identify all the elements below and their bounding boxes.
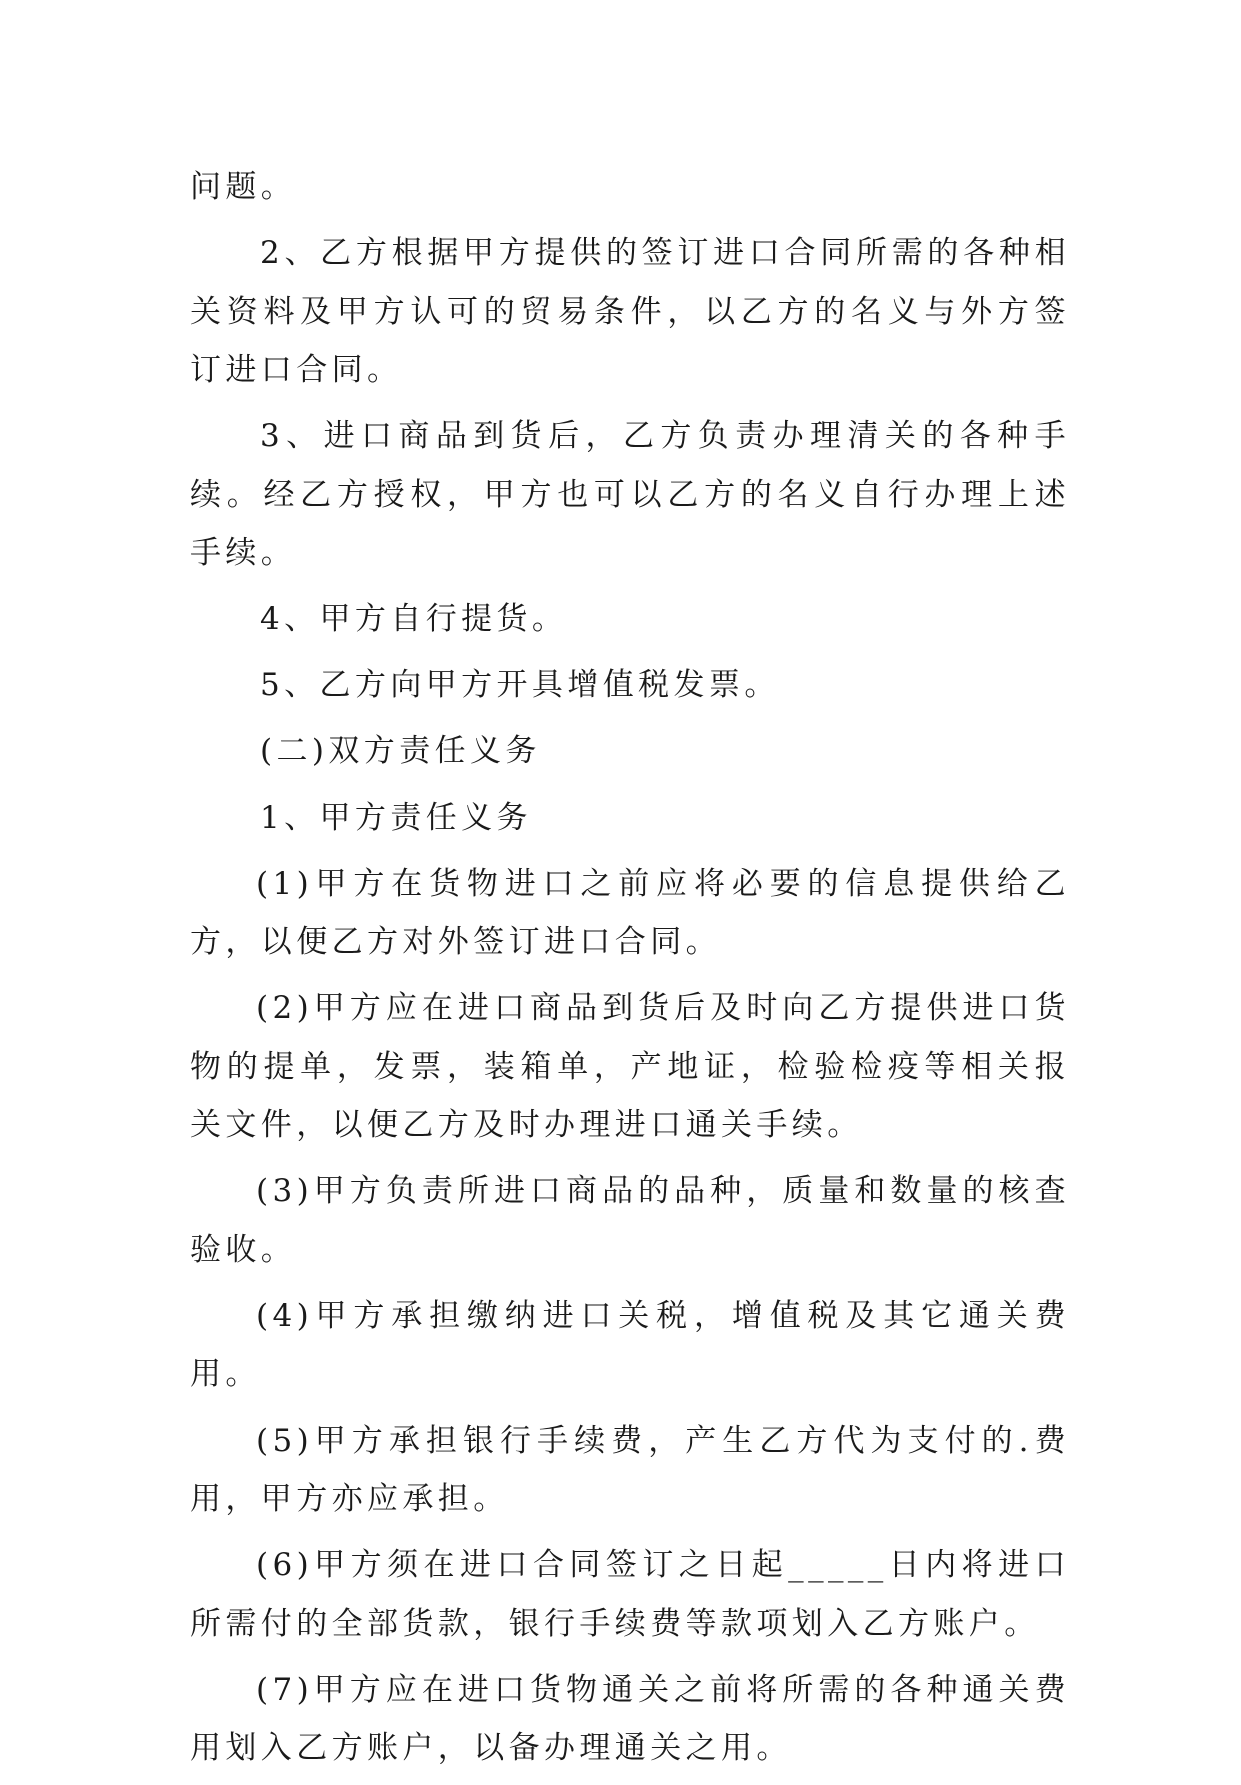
- paragraph-item-6: (6)甲方须在进口合同签订之日起_____日内将进口所需付的全部货款，银行手续费等款项划入乙方账户。: [190, 1547, 1070, 1642]
- paragraph-item-3: (3)甲方负责所进口商品的品种，质量和数量的核查验收。: [190, 1173, 1070, 1268]
- paragraph-clause-2: 2、乙方根据甲方提供的签订进口合同所需的各种相关资料及甲方认可的贸易条件，以乙方的名义与外方签订进口合同。: [190, 235, 1070, 389]
- paragraph-item-7: (7)甲方应在进口货物通关之前将所需的各种通关费用划入乙方账户，以备办理通关之用。: [190, 1671, 1070, 1767]
- paragraph-continuation: 问题。: [190, 169, 297, 205]
- paragraph-clause-5: 5、乙方向甲方开具增值税发票。: [260, 667, 780, 704]
- paragraph-item-5: (5)甲方承担银行手续费，产生乙方代为支付的.费用，甲方亦应承担。: [190, 1422, 1070, 1518]
- subsection-heading-party-a: 1、甲方责任义务: [260, 799, 532, 836]
- paragraph-clause-4: 4、甲方自行提货。: [260, 601, 568, 638]
- paragraph-item-4: (4)甲方承担缴纳进口关税，增值税及其它通关费用。: [190, 1297, 1070, 1393]
- paragraph-item-2: (2)甲方应在进口商品到货后及时向乙方提供进口货物的提单，发票，装箱单，产地证，检验检疫等相关报关文件，以便乙方及时办理进口通关手续。: [190, 990, 1070, 1144]
- paragraph-clause-3: 3、进口商品到货后，乙方负责办理清关的各种手续。经乙方授权，甲方也可以乙方的名义自行办理上述手续。: [190, 418, 1070, 572]
- document-body: [190, 158, 1070, 1785]
- section-heading-obligations: (二)双方责任义务: [260, 733, 541, 770]
- paragraph-item-1: (1)甲方在货物进口之前应将必要的信息提供给乙方，以便乙方对外签订进口合同。: [190, 865, 1070, 961]
